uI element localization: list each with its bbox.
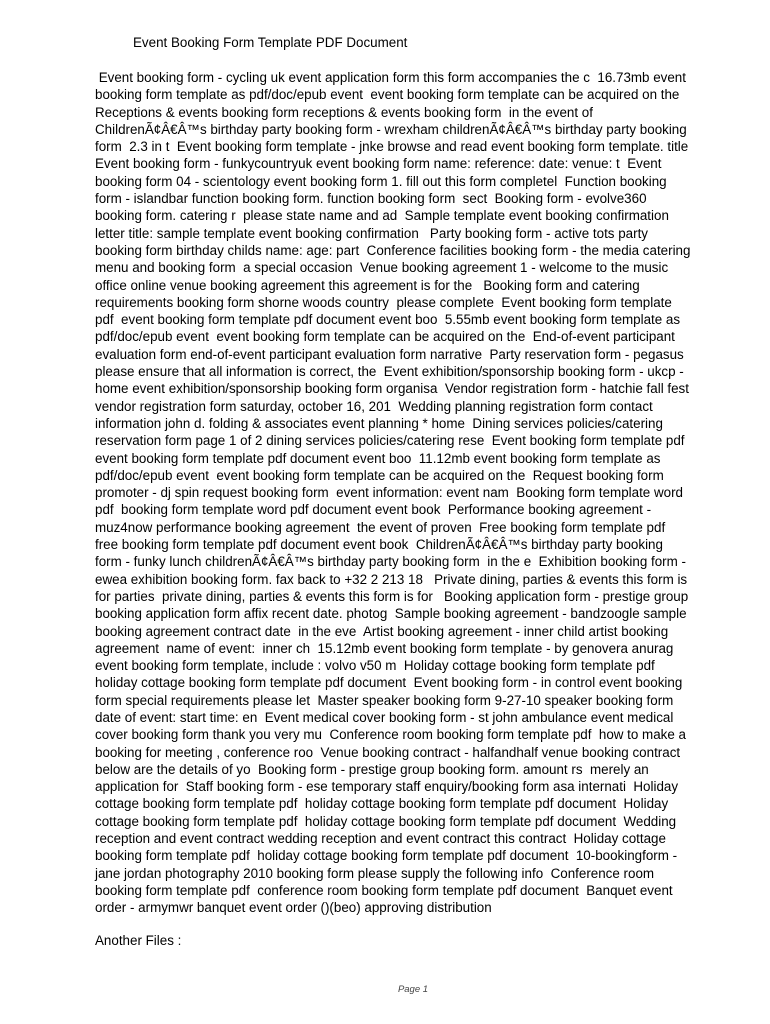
body-text-line: application for Staff booking form - ese temporary staff enquiry/booking form asa internati Holiday [95, 779, 679, 795]
body-text-line: event booking form template, include : volvo v50 m Holiday cottage booking form template pdf [95, 658, 655, 674]
body-text-line: pdf booking form template word pdf document event book Performance booking agreement - [95, 502, 652, 518]
body-text-line: office online venue booking agreement this agreement is for the Booking form and catering [95, 277, 640, 293]
body-text-line: form - islandbar function booking form. function booking form sect Booking form - evolve360 [95, 191, 647, 207]
body-text-line: jane jordan photography 2010 booking form please supply the following info Conference room [95, 865, 655, 881]
body-text-line: reservation form page 1 of 2 dining services policies/catering rese Event booking form template pdf [95, 433, 685, 449]
body-text-line: Event booking form - cycling uk event application form this form accompanies the c 16.73mb event [95, 70, 686, 85]
body-text-line: letter title: sample template event booking confirmation Party booking form - active tots party [95, 225, 648, 241]
body-text-line: menu and booking form a special occasion Venue booking agreement 1 - welcome to the music [95, 260, 669, 276]
body-text-line: evaluation form end-of-event participant evaluation form narrative Party reservation form - pegasus [95, 346, 684, 362]
body-text-line: order - armymwr banquet event order ()(beo) approving distribution [95, 900, 492, 916]
body-text-line: form 2.3 in t Event booking form template - jnke browse and read event booking form template. title [95, 139, 689, 155]
body-text-line: booking form. catering r please state name and ad Sample template event booking confirmation [95, 208, 669, 224]
body-text-line: pdf/doc/epub event event booking form template can be acquired on the End-of-event participant [95, 329, 675, 345]
body-text-line: cottage booking form template pdf holiday cottage booking form template pdf document Holiday [95, 796, 669, 812]
body-text-line: pdf event booking form template pdf document event boo 5.55mb event booking form template as [95, 312, 681, 328]
body-text-line: date of event: start time: en Event medical cover booking form - st john ambulance event medical [95, 709, 674, 725]
body-text-line: muz4now performance booking agreement the event of proven Free booking form template pdf [95, 519, 666, 535]
body-text-line: promoter - dj spin request booking form event information: event nam Booking form template word [95, 485, 683, 501]
another-files-label: Another Files : [95, 933, 182, 948]
body-text-line: form - funky lunch childrenÃ¢Â€Â™s birthday party booking form in the e Exhibition booking form - [95, 554, 686, 570]
body-text-line: agreement name of event: inner ch 15.12mb event booking form template - by genovera anurag [95, 640, 674, 656]
body-text-line: booking form template pdf holiday cottage booking form template pdf document 10-bookingform - [95, 848, 678, 864]
page-number: Page 1 [397, 984, 429, 995]
body-text-line: free booking form template pdf document event book ChildrenÃ¢Â€Â™s birthday party booking [95, 537, 663, 553]
body-text-line: booking form 04 - scientology event booking form 1. fill out this form completel Function booking [95, 173, 667, 189]
body-text-line: booking agreement contract date in the eve Artist booking agreement - inner child artist booking [95, 623, 669, 639]
body-text-line: for parties private dining, parties & events this form is for Booking application form - prestige group [95, 588, 689, 604]
document-title: Event Booking Form Template PDF Document [133, 35, 408, 50]
body-text-line: pdf/doc/epub event event booking form template can be acquired on the Request booking form [95, 467, 664, 483]
body-text-line: information john d. folding & associates event planning * home Dining services policies/catering [95, 415, 663, 431]
body-text-line: cover booking form thank you very mu Conference room booking form template pdf how to make a [95, 727, 686, 743]
body-text-line: Receptions & events booking form receptions & events booking form in the event of [95, 104, 593, 120]
document-body-text [95, 69, 735, 917]
body-text-line: booking application form affix recent date. photog Sample booking agreement - bandzoogle sample [95, 606, 687, 622]
body-text-line: reception and event contract wedding reception and event contract this contract Holiday cottage [95, 831, 666, 847]
body-text-line: booking for meeting , conference roo Venue booking contract - halfandhalf venue booking contract [95, 744, 681, 760]
body-text-line: below are the details of yo Booking form - prestige group booking form. amount rs merely an [95, 761, 649, 777]
body-text-line: vendor registration form saturday, october 16, 201 Wedding planning registration form contact [95, 398, 653, 414]
body-text-line: please ensure that all information is correct, the Event exhibition/sponsorship booking form - ukcp - [95, 364, 684, 380]
body-text-line: ChildrenÃ¢Â€Â™s birthday party booking form - wrexham childrenÃ¢Â€Â™s birthday party booking [95, 121, 687, 137]
body-text-line: form special requirements please let Master speaker booking form 9-27-10 speaker booking form [95, 692, 674, 708]
body-text-line: booking form template as pdf/doc/epub event event booking form template can be acquired on the [95, 87, 680, 103]
body-text-line: cottage booking form template pdf holiday cottage booking form template pdf document Wedding [95, 813, 677, 829]
body-text-line: Event booking form - funkycountryuk event booking form name: reference: date: venue: t Event [95, 156, 662, 172]
body-text-line: holiday cottage booking form template pdf document Event booking form - in control event booking [95, 675, 683, 691]
body-text-line: event booking form template pdf document event boo 11.12mb event booking form template as [95, 450, 661, 466]
body-text-line: booking form birthday childs name: age: part Conference facilities booking form - the media catering [95, 242, 691, 258]
body-text-line: requirements booking form shorne woods country please complete Event booking form template [95, 294, 672, 310]
body-text-line: booking form template pdf conference room booking form template pdf document Banquet event [95, 882, 673, 898]
body-text-line: ewea exhibition booking form. fax back to +32 2 213 18 Private dining, parties & events this form is [95, 571, 688, 587]
body-text-line: home event exhibition/sponsorship booking form organisa Vendor registration form - hatchie fall fest [95, 381, 689, 397]
